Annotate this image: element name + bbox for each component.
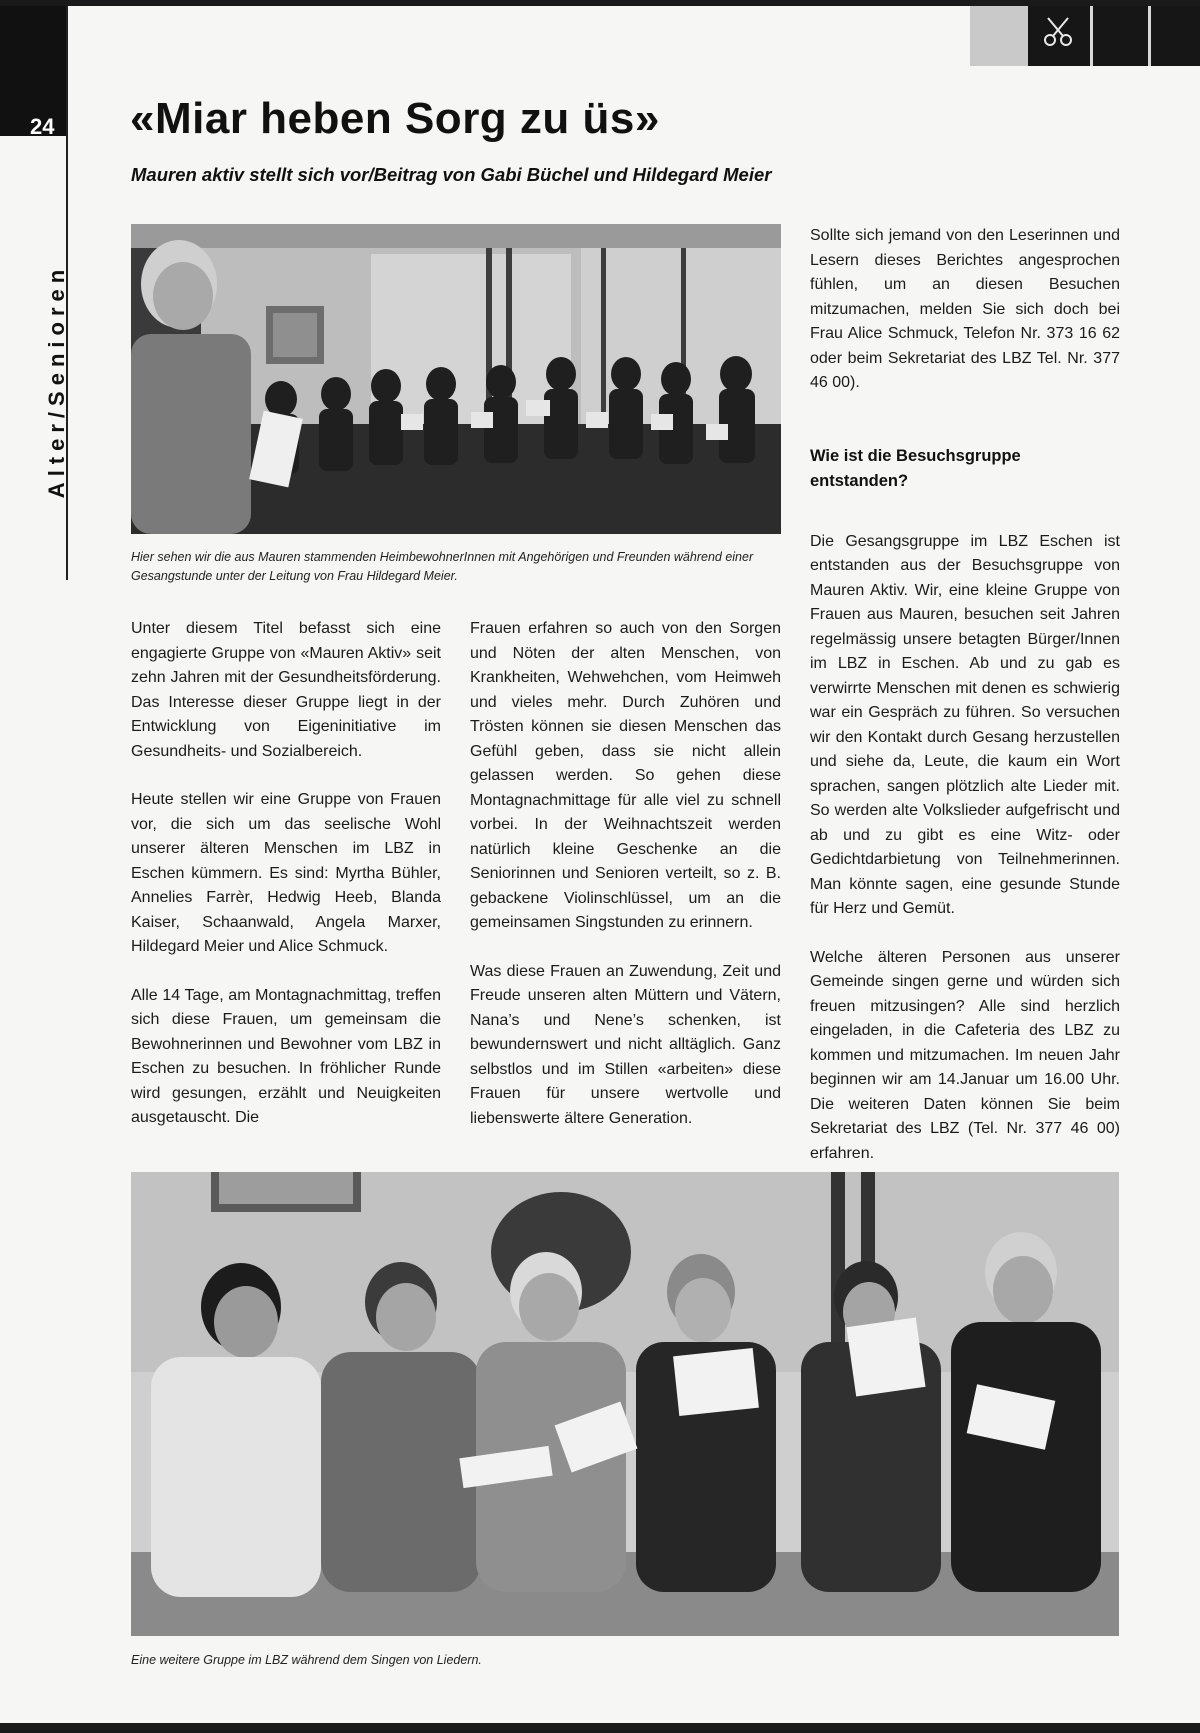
photo-singing-group xyxy=(131,224,781,534)
corner-decoration xyxy=(970,6,1200,66)
article-column-3 xyxy=(810,224,1120,1190)
paragraph: Die Gesangsgruppe im LBZ Eschen ist entstanden aus der Besuchsgruppe von Mauren Aktiv. Wir, eine kleine Gruppe von Frauen aus Mauren, besuchen seit Jahren regelmässig unsere betagten Bürger/Innen im LBZ in Eschen. Ab und zu gab es verwirrte Menschen mit denen es schwierig war ein Gespräch zu führen. So versuchen wir den Kontakt durch Gesang herzustellen und siehe da, Leute, die kaum ein Wort sprachen, sangen plötzlich alte Lieder mit. So werden alte Volkslieder aufgefrischt und ab und zu gibt es eine Witz- oder Gedichtdarbietung von Teilnehmerinnen. Man könnte sagen, eine gesunde Stunde für Herz und Gemüt. xyxy=(810,532,1120,917)
paragraph: Frauen erfahren so auch von den Sorgen und Nöten der alten Menschen, von Krankheiten, Wehwehchen, vom Heimweh und vieles mehr. Durch Zuhören und Trösten können sie diesen Menschen das Gefühl geben, dass sie nicht allein gelassen werden. So gehen diese Montagnachmittage für alle viel zu schnell vorbei. In der Weihnachtszeit werden natürlich kleine Geschenke an die Seniorinnen und Senioren verteilt, so z. B. gebackene Violinschlüssel, um an die gemeinsamen Singstunden zu erinnern. xyxy=(470,620,781,931)
section-label-text: Alter/Senioren xyxy=(44,263,69,499)
paragraph: Welche älteren Personen aus unserer Gemeinde singen gerne und würden sich freuen mitzusingen? Alle sind herzlich eingeladen, in die Cafeteria des LBZ zu kommen und mitzumachen. Im neuen Jahr beginnen wir am 14.Januar um 16.00 Uhr. Die weiteren Daten können Sie beim Sekretariat des LBZ (Tel. Nr. 377 46 00) erfahren. xyxy=(810,948,1120,1162)
photo2-caption: Eine weitere Gruppe im LBZ während dem Singen von Liedern. xyxy=(131,1653,482,1667)
article-column-2 xyxy=(470,617,781,1155)
magazine-page xyxy=(0,6,1200,1723)
paragraph: Alle 14 Tage, am Montagnachmittag, treffen sich diese Frauen, um gemeinsam die Bewohnerinnen und Bewohner vom LBZ in Eschen zu besuchen. In fröhlicher Runde wird gesungen, erzählt und Neuigkeiten ausgetauscht. Die xyxy=(131,986,441,1126)
photo1-caption: Hier sehen wir die aus Mauren stammenden HeimbewohnerInnen mit Angehörigen und Freunden während einer Gesangstunde unter der Leitung von Frau Hildegard Meier. xyxy=(131,550,754,583)
paragraph: Was diese Frauen an Zuwendung, Zeit und Freude unseren alten Müttern und Vätern, Nana’s und Nene’s schenken, ist bewundernswert und nicht alltäglich. Ganz selbstlos und im Stillen «arbeiten» diese Frauen für unsere wertvolle und liebenswerte ältere Generation. xyxy=(470,962,781,1127)
article-title: «Miar heben Sorg zu üs» xyxy=(130,94,660,143)
article-subtitle: Mauren aktiv stellt sich vor/Beitrag von Gabi Büchel und Hildegard Meier xyxy=(131,164,772,185)
photo-seated-singers xyxy=(131,1172,1119,1636)
section-heading: Wie ist die Besuchsgruppe entstanden? xyxy=(810,446,1021,490)
paragraph-contact: Sollte sich jemand von den Leserinnen und Lesern dieses Berichtes angesprochen fühlen, um an diesen Besuchen mitzumachen, melden Sie sich doch bei Frau Alice Schmuck, Telefon Nr. 373 16 62 oder beim Sekretariat des LBZ Tel. Nr. 377 46 00). xyxy=(810,227,1120,391)
paragraph: Heute stellen wir eine Gruppe von Frauen vor, die sich um das seelische Wohl unserer älteren Menschen im LBZ in Eschen kümmern. Es sind: Myrtha Bühler, Annelies Farrèr, Hedwig Heeb, Blanda Kaiser, Schaanwald, Angela Marxer, Hildegard Meier und Alice Schmuck. xyxy=(131,791,441,955)
page-bottom-edge xyxy=(0,1727,1200,1733)
section-label xyxy=(42,246,72,516)
scissors-icon xyxy=(1040,14,1076,50)
paragraph: Unter diesem Titel befasst sich eine engagierte Gruppe von «Mauren Aktiv» seit zehn Jahren mit der Gesundheitsförderung. Das Interesse dieser Gruppe liegt in der Entwicklung von Eigeninitiative im Gesundheits- und Sozialbereich. xyxy=(131,620,441,760)
article-column-1 xyxy=(131,617,441,1155)
page-number: 24 xyxy=(30,114,55,139)
